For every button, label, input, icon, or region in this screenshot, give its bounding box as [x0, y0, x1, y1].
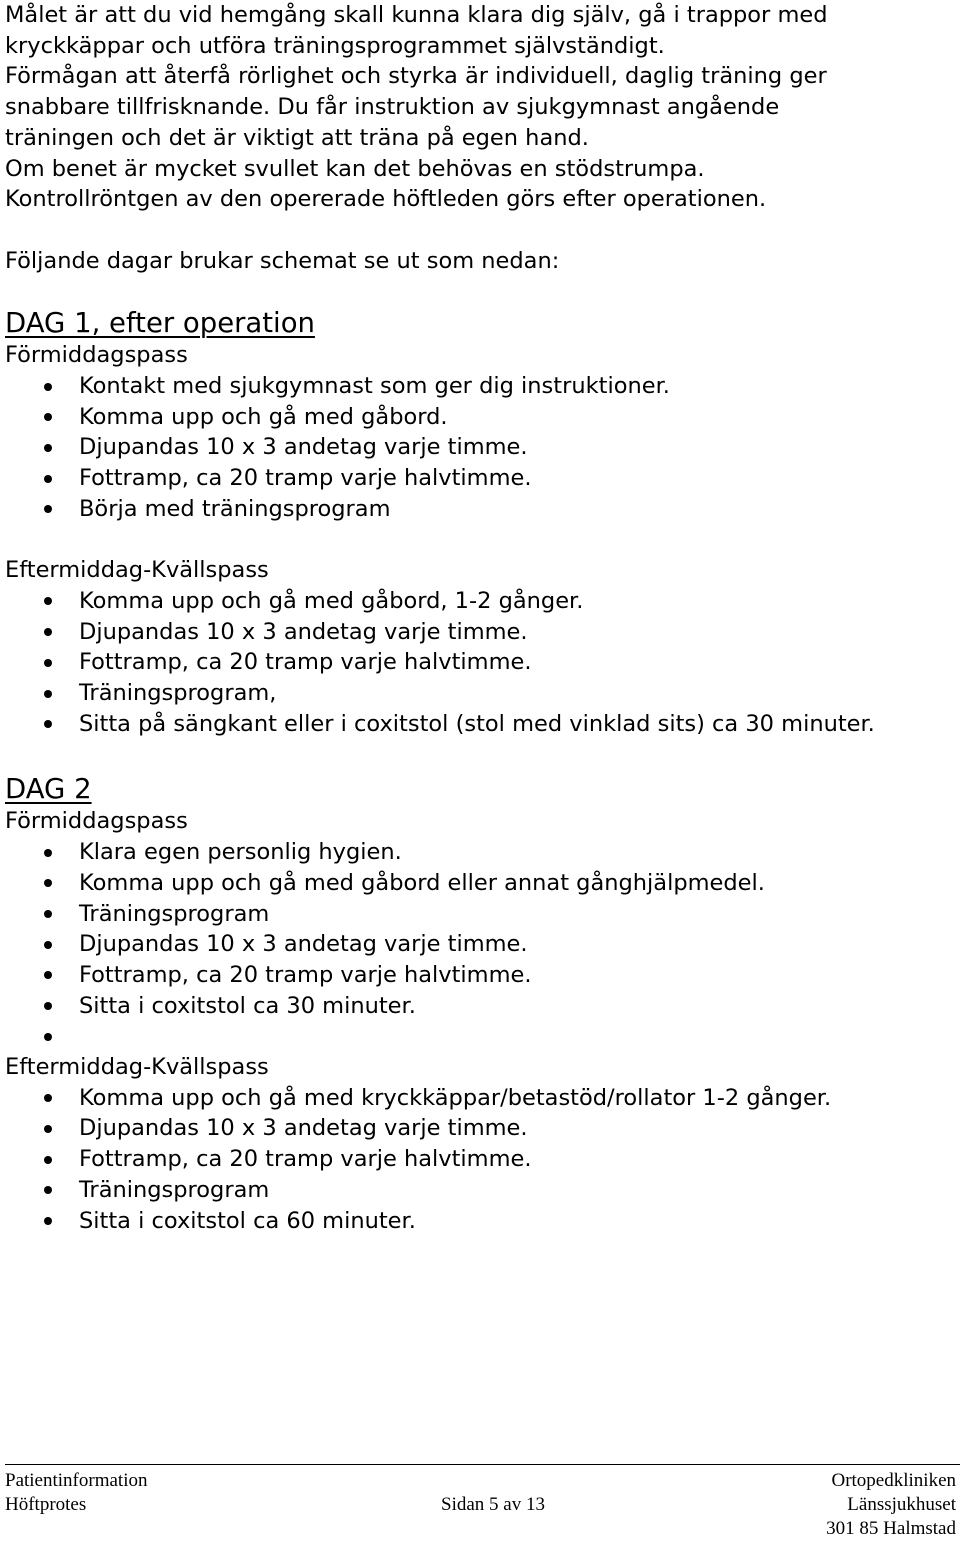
document-page: [5, 0, 955, 1236]
list-item: Komma upp och gå med gåbord, 1-2 gånger.: [5, 586, 955, 617]
list-item: Träningsprogram: [5, 899, 955, 930]
list-item: Kontakt med sjukgymnast som ger dig instruktioner.: [5, 371, 955, 402]
bullet-icon: [44, 413, 52, 421]
day1-afternoon-label: Eftermiddag-Kvällspass: [5, 557, 269, 584]
list-item: Träningsprogram,: [5, 678, 955, 709]
bullet-icon: [44, 659, 52, 667]
day1-morning-label: Förmiddagspass: [5, 342, 188, 369]
list-item: Klara egen personlig hygien.: [5, 837, 955, 868]
bullet-icon: [44, 475, 52, 483]
list-item: Fottramp, ca 20 tramp varje halvtimme.: [5, 647, 955, 678]
list-item: Sitta i coxitstol ca 60 minuter.: [5, 1206, 955, 1237]
day2-heading: DAG 2: [5, 773, 92, 806]
bullet-icon: [44, 720, 52, 728]
bullet-icon: [44, 383, 52, 391]
bullet-icon: [44, 910, 52, 918]
intro-line: träningen och det är viktigt att träna på egen hand.: [5, 124, 589, 151]
bullet-icon: [44, 690, 52, 698]
list-item: Sitta i coxitstol ca 30 minuter.: [5, 991, 955, 1022]
day2-morning-label: Förmiddagspass: [5, 808, 188, 835]
list-item: Djupandas 10 x 3 andetag varje timme.: [5, 617, 955, 648]
list-item: [5, 1021, 955, 1052]
bullet-icon: [44, 849, 52, 857]
footer-department: Ortopedkliniken: [831, 1470, 956, 1491]
list-item: Fottramp, ca 20 tramp varje halvtimme.: [5, 960, 955, 991]
schedule-intro: Följande dagar brukar schemat se ut som nedan:: [5, 247, 560, 274]
list-item: Djupandas 10 x 3 andetag varje timme.: [5, 1113, 955, 1144]
day2-afternoon-list: [5, 1083, 955, 1237]
day2-morning-list: [5, 837, 955, 1052]
intro-line: Målet är att du vid hemgång skall kunna klara dig själv, gå i trappor med: [5, 2, 828, 28]
footer-doc-type: Patientinformation: [5, 1470, 148, 1491]
list-item: Fottramp, ca 20 tramp varje halvtimme.: [5, 1144, 955, 1175]
list-item: Djupandas 10 x 3 andetag varje timme.: [5, 432, 955, 463]
intro-line: snabbare tillfrisknande. Du får instruktion av sjukgymnast angående: [5, 94, 780, 121]
list-item: Komma upp och gå med gåbord eller annat gånghjälpmedel.: [5, 868, 955, 899]
day1-section: [5, 306, 955, 739]
day1-morning-list: [5, 371, 955, 525]
list-item: Djupandas 10 x 3 andetag varje timme.: [5, 929, 955, 960]
list-item: Börja med träningsprogram: [5, 494, 955, 525]
day2-afternoon-label: Eftermiddag-Kvällspass: [5, 1054, 269, 1081]
list-item: Fottramp, ca 20 tramp varje halvtimme.: [5, 463, 955, 494]
intro-line: kryckkäppar och utföra träningsprogrammet självständigt.: [5, 32, 665, 59]
bullet-icon: [44, 971, 52, 979]
bullet-icon: [44, 1002, 52, 1010]
intro-paragraph: [5, 0, 955, 215]
bullet-icon: [44, 1156, 52, 1164]
list-item: Komma upp och gå med kryckkäppar/betastöd/rollator 1-2 gånger.: [5, 1083, 955, 1114]
bullet-icon: [44, 941, 52, 949]
intro-line: Förmågan att återfå rörlighet och styrka är individuell, daglig träning ger: [5, 63, 827, 90]
bullet-icon: [44, 1186, 52, 1194]
bullet-icon: [44, 505, 52, 513]
footer-address: 301 85 Halmstad: [826, 1518, 956, 1539]
intro-line: Kontrollröntgen av den opererade höftleden görs efter operationen.: [5, 186, 767, 213]
bullet-icon: [44, 1094, 52, 1102]
day1-heading: DAG 1, efter operation: [5, 307, 315, 340]
day2-section: [5, 772, 955, 1236]
bullet-icon: [44, 879, 52, 887]
bullet-icon: [44, 628, 52, 636]
list-item: Träningsprogram: [5, 1175, 955, 1206]
list-item: Sitta på sängkant eller i coxitstol (stol med vinklad sits) ca 30 minuter.: [5, 709, 899, 740]
bullet-icon: [44, 1033, 52, 1041]
list-item: Komma upp och gå med gåbord.: [5, 402, 955, 433]
intro-line: Om benet är mycket svullet kan det behövas en stödstrumpa.: [5, 155, 705, 182]
bullet-icon: [44, 444, 52, 452]
footer-doc-title: Höftprotes: [5, 1494, 87, 1515]
bullet-icon: [44, 1217, 52, 1225]
bullet-icon: [44, 597, 52, 605]
bullet-icon: [44, 1125, 52, 1133]
footer-hospital: Länssjukhuset: [847, 1494, 956, 1515]
day1-afternoon-list: [5, 586, 955, 740]
footer-page-number: Sidan 5 av 13: [441, 1494, 545, 1515]
page-footer: [5, 1464, 960, 1541]
